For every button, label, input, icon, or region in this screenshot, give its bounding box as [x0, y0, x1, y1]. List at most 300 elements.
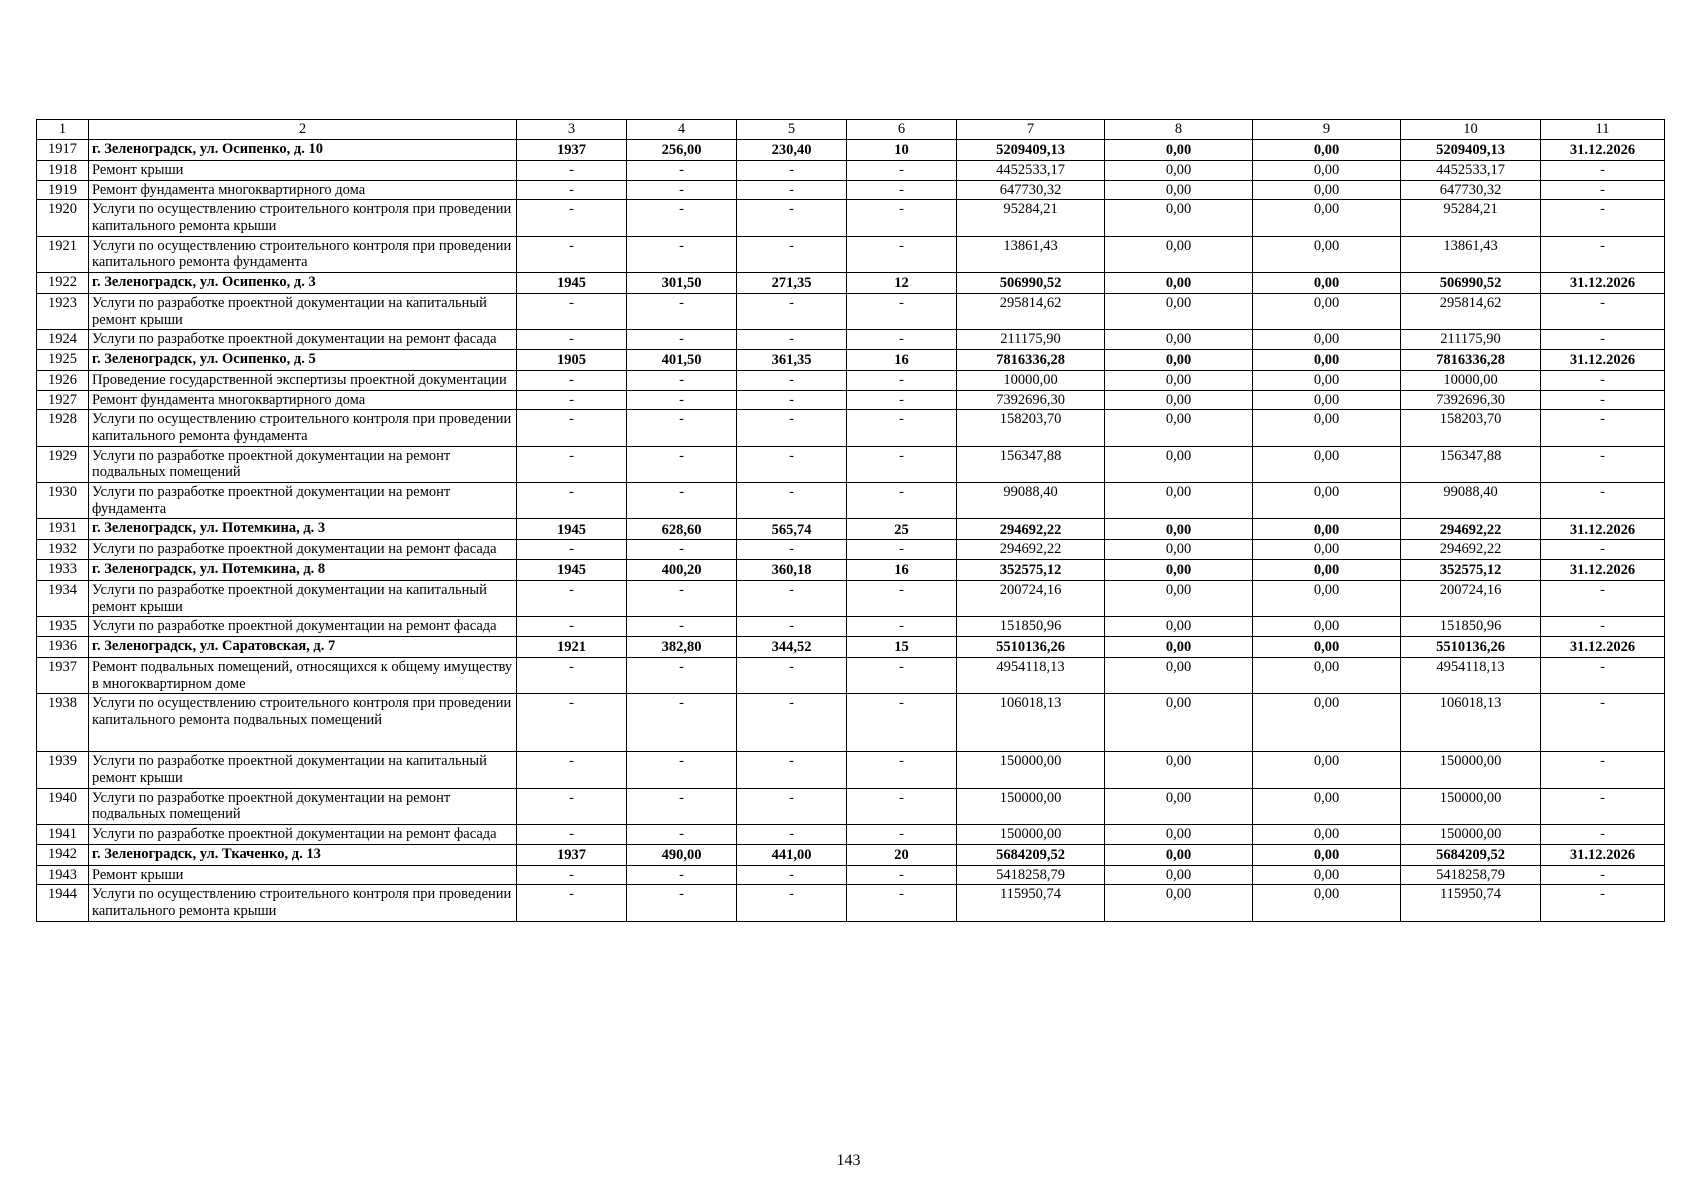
cell-col-11: -: [1541, 885, 1665, 921]
cell-col-11: 31.12.2026: [1541, 140, 1665, 161]
cell-col-4: -: [627, 540, 737, 560]
cell-col-10: 211175,90: [1401, 330, 1541, 350]
cell-col-5: -: [737, 658, 847, 694]
cell-col-7: 7816336,28: [957, 350, 1105, 371]
row-number: 1923: [37, 294, 89, 330]
cell-col-4: -: [627, 410, 737, 446]
row-number: 1925: [37, 350, 89, 371]
header-col-3: 3: [517, 120, 627, 140]
cell-col-6: -: [847, 658, 957, 694]
cell-col-7: 99088,40: [957, 483, 1105, 519]
name-text: Услуги по разработке проектной документации на ремонт фасада: [92, 618, 497, 635]
name-text: Проведение государственной экспертизы проектной документации: [92, 372, 507, 389]
name-text: Услуги по осуществлению строительного контроля при проведении капитального ремонта фундамента: [92, 237, 512, 271]
work-name-cell: [89, 390, 517, 410]
table-row: [37, 236, 1665, 272]
cell-col-4: -: [627, 236, 737, 272]
cell-col-11: -: [1541, 581, 1665, 617]
cell-col-7: 10000,00: [957, 371, 1105, 391]
cell-col-6: -: [847, 483, 957, 519]
cell-col-5: -: [737, 483, 847, 519]
cell-col-5: -: [737, 410, 847, 446]
cell-col-4: -: [627, 180, 737, 200]
cell-col-8: 0,00: [1105, 140, 1253, 161]
work-name-cell: [89, 410, 517, 446]
table-row: [37, 581, 1665, 617]
cell-col-10: 158203,70: [1401, 410, 1541, 446]
cell-col-9: 0,00: [1253, 752, 1401, 788]
cell-col-3: 1945: [517, 273, 627, 294]
work-name-cell: [89, 617, 517, 637]
cell-col-7: 294692,22: [957, 540, 1105, 560]
work-name-cell: [89, 294, 517, 330]
cell-col-4: -: [627, 694, 737, 752]
cell-col-11: -: [1541, 617, 1665, 637]
cell-col-8: 0,00: [1105, 200, 1253, 236]
cell-col-10: 200724,16: [1401, 581, 1541, 617]
page-number: 143: [836, 1152, 861, 1169]
cell-col-8: 0,00: [1105, 617, 1253, 637]
cell-col-5: -: [737, 865, 847, 885]
table-row: [37, 330, 1665, 350]
cell-col-3: -: [517, 446, 627, 482]
cell-col-4: 490,00: [627, 844, 737, 865]
column-number-header: [37, 120, 1665, 140]
capital-repair-table: [36, 119, 1665, 922]
cell-col-4: 401,50: [627, 350, 737, 371]
cell-col-4: -: [627, 483, 737, 519]
cell-col-6: -: [847, 581, 957, 617]
cell-col-11: -: [1541, 330, 1665, 350]
cell-col-10: 106018,13: [1401, 694, 1541, 752]
cell-col-5: 271,35: [737, 273, 847, 294]
cell-col-7: 150000,00: [957, 825, 1105, 845]
cell-col-6: 20: [847, 844, 957, 865]
cell-col-11: -: [1541, 371, 1665, 391]
cell-col-7: 13861,43: [957, 236, 1105, 272]
table-row: [37, 865, 1665, 885]
work-name-cell: [89, 825, 517, 845]
cell-col-10: 150000,00: [1401, 825, 1541, 845]
cell-col-4: -: [627, 617, 737, 637]
name-text: Услуги по разработке проектной документации на капитальный ремонт крыши: [92, 582, 487, 615]
cell-col-11: 31.12.2026: [1541, 350, 1665, 371]
cell-col-4: -: [627, 885, 737, 921]
name-text: г. Зеленоградск, ул. Потемкина, д. 3: [92, 520, 326, 537]
cell-col-4: -: [627, 581, 737, 617]
cell-col-11: -: [1541, 161, 1665, 181]
cell-col-3: -: [517, 885, 627, 921]
work-name-cell: [89, 180, 517, 200]
table-row: [37, 180, 1665, 200]
name-text: Услуги по разработке проектной документации на ремонт фасада: [92, 331, 497, 348]
cell-col-5: -: [737, 236, 847, 272]
cell-col-10: 7392696,30: [1401, 390, 1541, 410]
header-col-7: 7: [957, 120, 1105, 140]
name-text: Услуги по разработке проектной документации на ремонт фундамента: [92, 484, 451, 517]
row-number: 1942: [37, 844, 89, 865]
cell-col-11: 31.12.2026: [1541, 560, 1665, 581]
cell-col-4: 400,20: [627, 560, 737, 581]
cell-col-11: -: [1541, 180, 1665, 200]
cell-col-7: 5209409,13: [957, 140, 1105, 161]
header-col-5: 5: [737, 120, 847, 140]
cell-col-7: 158203,70: [957, 410, 1105, 446]
cell-col-10: 5418258,79: [1401, 865, 1541, 885]
cell-col-5: -: [737, 694, 847, 752]
cell-col-6: -: [847, 752, 957, 788]
cell-col-6: -: [847, 390, 957, 410]
cell-col-6: 10: [847, 140, 957, 161]
cell-col-4: 301,50: [627, 273, 737, 294]
cell-col-5: -: [737, 752, 847, 788]
cell-col-11: 31.12.2026: [1541, 519, 1665, 540]
cell-col-10: 13861,43: [1401, 236, 1541, 272]
address-cell: [89, 519, 517, 540]
cell-col-6: -: [847, 446, 957, 482]
cell-col-7: 150000,00: [957, 752, 1105, 788]
cell-col-10: 294692,22: [1401, 519, 1541, 540]
work-name-cell: [89, 200, 517, 236]
row-number: 1944: [37, 885, 89, 921]
cell-col-5: 344,52: [737, 637, 847, 658]
name-text: Услуги по разработке проектной документации на ремонт фасада: [92, 541, 497, 558]
name-text: г. Зеленоградск, ул. Осипенко, д. 10: [92, 141, 323, 157]
name-text: Ремонт крыши: [92, 162, 184, 178]
row-number: 1935: [37, 617, 89, 637]
cell-col-10: 150000,00: [1401, 788, 1541, 824]
cell-col-7: 156347,88: [957, 446, 1105, 482]
cell-col-10: 352575,12: [1401, 560, 1541, 581]
cell-col-5: -: [737, 161, 847, 181]
row-number: 1918: [37, 161, 89, 181]
cell-col-8: 0,00: [1105, 844, 1253, 865]
cell-col-7: 7392696,30: [957, 390, 1105, 410]
cell-col-11: -: [1541, 540, 1665, 560]
address-cell: [89, 350, 517, 371]
cell-col-11: 31.12.2026: [1541, 637, 1665, 658]
cell-col-3: 1921: [517, 637, 627, 658]
cell-col-7: 211175,90: [957, 330, 1105, 350]
cell-col-11: -: [1541, 788, 1665, 824]
name-text: г. Зеленоградск, ул. Саратовская, д. 7: [92, 638, 336, 655]
row-number: 1917: [37, 140, 89, 161]
cell-col-3: 1937: [517, 140, 627, 161]
cell-col-3: -: [517, 180, 627, 200]
row-number: 1924: [37, 330, 89, 350]
row-number: 1937: [37, 658, 89, 694]
cell-col-7: 294692,22: [957, 519, 1105, 540]
name-text: г. Зеленоградск, ул. Осипенко, д. 5: [92, 351, 316, 368]
table-row: [37, 885, 1665, 921]
row-number: 1919: [37, 180, 89, 200]
cell-col-9: 0,00: [1253, 371, 1401, 391]
cell-col-6: -: [847, 294, 957, 330]
row-number: 1929: [37, 446, 89, 482]
cell-col-9: 0,00: [1253, 519, 1401, 540]
table-row: [37, 371, 1665, 391]
row-number: 1922: [37, 273, 89, 294]
cell-col-6: -: [847, 540, 957, 560]
cell-col-6: -: [847, 161, 957, 181]
cell-col-6: 15: [847, 637, 957, 658]
cell-col-10: 7816336,28: [1401, 350, 1541, 371]
cell-col-9: 0,00: [1253, 483, 1401, 519]
cell-col-11: -: [1541, 865, 1665, 885]
cell-col-9: 0,00: [1253, 410, 1401, 446]
cell-col-9: 0,00: [1253, 350, 1401, 371]
cell-col-10: 294692,22: [1401, 540, 1541, 560]
table-row-address: [37, 560, 1665, 581]
table-row-address: [37, 350, 1665, 371]
cell-col-3: -: [517, 390, 627, 410]
cell-col-10: 506990,52: [1401, 273, 1541, 294]
cell-col-8: 0,00: [1105, 658, 1253, 694]
address-cell: [89, 560, 517, 581]
cell-col-3: -: [517, 825, 627, 845]
cell-col-10: 5510136,26: [1401, 637, 1541, 658]
table-row: [37, 390, 1665, 410]
name-text: Услуги по разработке проектной документации на ремонт фасада: [92, 826, 497, 843]
header-col-9: 9: [1253, 120, 1401, 140]
cell-col-7: 352575,12: [957, 560, 1105, 581]
cell-col-3: -: [517, 865, 627, 885]
cell-col-5: -: [737, 330, 847, 350]
cell-col-3: -: [517, 694, 627, 752]
cell-col-11: 31.12.2026: [1541, 273, 1665, 294]
cell-col-5: -: [737, 371, 847, 391]
cell-col-8: 0,00: [1105, 540, 1253, 560]
cell-col-3: -: [517, 294, 627, 330]
name-text: Услуги по осуществлению строительного контроля при проведении капитального ремонта крыши: [92, 201, 512, 235]
cell-col-5: -: [737, 617, 847, 637]
row-number: 1920: [37, 200, 89, 236]
cell-col-3: 1937: [517, 844, 627, 865]
cell-col-4: -: [627, 752, 737, 788]
cell-col-7: 647730,32: [957, 180, 1105, 200]
table-row: [37, 540, 1665, 560]
table-row-address: [37, 844, 1665, 865]
name-text: Ремонт крыши: [92, 866, 184, 883]
name-text: г. Зеленоградск, ул. Потемкина, д. 8: [92, 561, 326, 578]
cell-col-3: -: [517, 161, 627, 181]
cell-col-10: 4452533,17: [1401, 161, 1541, 181]
cell-col-4: -: [627, 658, 737, 694]
cell-col-3: -: [517, 200, 627, 236]
cell-col-8: 0,00: [1105, 885, 1253, 921]
cell-col-7: 95284,21: [957, 200, 1105, 236]
cell-col-7: 106018,13: [957, 694, 1105, 752]
cell-col-6: -: [847, 200, 957, 236]
cell-col-10: 10000,00: [1401, 371, 1541, 391]
cell-col-11: -: [1541, 483, 1665, 519]
cell-col-4: 256,00: [627, 140, 737, 161]
cell-col-8: 0,00: [1105, 752, 1253, 788]
cell-col-8: 0,00: [1105, 236, 1253, 272]
work-name-cell: [89, 483, 517, 519]
table-row-address: [37, 273, 1665, 294]
row-number: 1931: [37, 519, 89, 540]
cell-col-9: 0,00: [1253, 637, 1401, 658]
cell-col-4: -: [627, 330, 737, 350]
cell-col-11: 31.12.2026: [1541, 844, 1665, 865]
cell-col-6: -: [847, 236, 957, 272]
cell-col-7: 5684209,52: [957, 844, 1105, 865]
cell-col-8: 0,00: [1105, 273, 1253, 294]
cell-col-10: 99088,40: [1401, 483, 1541, 519]
cell-col-5: 230,40: [737, 140, 847, 161]
table-row: [37, 410, 1665, 446]
name-text: Услуги по разработке проектной документации на ремонт подвальных помещений: [92, 447, 451, 481]
work-name-cell: [89, 330, 517, 350]
table-row: [37, 446, 1665, 482]
header-col-4: 4: [627, 120, 737, 140]
cell-col-9: 0,00: [1253, 885, 1401, 921]
cell-col-6: -: [847, 371, 957, 391]
table-row: [37, 788, 1665, 824]
cell-col-7: 115950,74: [957, 885, 1105, 921]
row-number: 1928: [37, 410, 89, 446]
cell-col-7: 5510136,26: [957, 637, 1105, 658]
cell-col-7: 200724,16: [957, 581, 1105, 617]
table-row: [37, 200, 1665, 236]
cell-col-11: -: [1541, 200, 1665, 236]
cell-col-9: 0,00: [1253, 140, 1401, 161]
header-col-8: 8: [1105, 120, 1253, 140]
cell-col-10: 95284,21: [1401, 200, 1541, 236]
cell-col-8: 0,00: [1105, 161, 1253, 181]
header-col-2: 2: [89, 120, 517, 140]
cell-col-4: 382,80: [627, 637, 737, 658]
table-row-address: [37, 140, 1665, 161]
cell-col-9: 0,00: [1253, 540, 1401, 560]
cell-col-10: 5209409,13: [1401, 140, 1541, 161]
cell-col-10: 150000,00: [1401, 752, 1541, 788]
work-name-cell: [89, 581, 517, 617]
cell-col-9: 0,00: [1253, 694, 1401, 752]
cell-col-9: 0,00: [1253, 161, 1401, 181]
cell-col-6: -: [847, 617, 957, 637]
work-name-cell: [89, 694, 517, 752]
cell-col-7: 4452533,17: [957, 161, 1105, 181]
header-col-11: 11: [1541, 120, 1665, 140]
work-name-cell: [89, 788, 517, 824]
cell-col-11: -: [1541, 446, 1665, 482]
header-col-10: 10: [1401, 120, 1541, 140]
cell-col-4: -: [627, 446, 737, 482]
address-cell: [89, 844, 517, 865]
cell-col-8: 0,00: [1105, 390, 1253, 410]
cell-col-9: 0,00: [1253, 825, 1401, 845]
cell-col-9: 0,00: [1253, 581, 1401, 617]
cell-col-8: 0,00: [1105, 180, 1253, 200]
work-name-cell: [89, 885, 517, 921]
work-name-cell: [89, 752, 517, 788]
cell-col-7: 150000,00: [957, 788, 1105, 824]
row-number: 1936: [37, 637, 89, 658]
cell-col-9: 0,00: [1253, 273, 1401, 294]
cell-col-7: 506990,52: [957, 273, 1105, 294]
cell-col-3: -: [517, 330, 627, 350]
name-text: г. Зеленоградск, ул. Ткаченко, д. 13: [92, 845, 321, 862]
name-text: Ремонт фундамента многоквартирного дома: [92, 391, 366, 408]
row-number: 1930: [37, 483, 89, 519]
cell-col-8: 0,00: [1105, 371, 1253, 391]
cell-col-8: 0,00: [1105, 294, 1253, 330]
table-body: [37, 140, 1665, 922]
cell-col-3: -: [517, 788, 627, 824]
cell-col-5: -: [737, 390, 847, 410]
cell-col-6: 25: [847, 519, 957, 540]
row-number: 1934: [37, 581, 89, 617]
cell-col-9: 0,00: [1253, 236, 1401, 272]
cell-col-6: -: [847, 330, 957, 350]
cell-col-5: 565,74: [737, 519, 847, 540]
cell-col-11: -: [1541, 752, 1665, 788]
cell-col-11: -: [1541, 410, 1665, 446]
table-row: [37, 161, 1665, 181]
cell-col-10: 151850,96: [1401, 617, 1541, 637]
cell-col-9: 0,00: [1253, 844, 1401, 865]
name-text: Услуги по разработке проектной документации на ремонт подвальных помещений: [92, 789, 451, 823]
name-text: Услуги по разработке проектной документации на капитальный ремонт крыши: [92, 295, 487, 328]
row-number: 1926: [37, 371, 89, 391]
cell-col-5: -: [737, 200, 847, 236]
cell-col-8: 0,00: [1105, 446, 1253, 482]
table-row: [37, 658, 1665, 694]
cell-col-10: 156347,88: [1401, 446, 1541, 482]
work-name-cell: [89, 161, 517, 181]
cell-col-10: 295814,62: [1401, 294, 1541, 330]
cell-col-8: 0,00: [1105, 694, 1253, 752]
cell-col-4: -: [627, 371, 737, 391]
cell-col-8: 0,00: [1105, 825, 1253, 845]
address-cell: [89, 637, 517, 658]
cell-col-9: 0,00: [1253, 446, 1401, 482]
cell-col-8: 0,00: [1105, 581, 1253, 617]
address-cell: [89, 273, 517, 294]
cell-col-7: 151850,96: [957, 617, 1105, 637]
cell-col-6: 12: [847, 273, 957, 294]
cell-col-11: -: [1541, 236, 1665, 272]
cell-col-3: -: [517, 752, 627, 788]
cell-col-6: -: [847, 410, 957, 446]
work-name-cell: [89, 865, 517, 885]
cell-col-3: -: [517, 410, 627, 446]
cell-col-5: -: [737, 294, 847, 330]
cell-col-3: -: [517, 581, 627, 617]
cell-col-5: -: [737, 581, 847, 617]
work-name-cell: [89, 371, 517, 391]
cell-col-8: 0,00: [1105, 350, 1253, 371]
cell-col-8: 0,00: [1105, 483, 1253, 519]
cell-col-8: 0,00: [1105, 519, 1253, 540]
cell-col-5: -: [737, 180, 847, 200]
cell-col-4: -: [627, 200, 737, 236]
row-number: 1927: [37, 390, 89, 410]
header-col-1: 1: [37, 120, 89, 140]
header-col-6: 6: [847, 120, 957, 140]
table-row: [37, 694, 1665, 752]
table-row: [37, 825, 1665, 845]
cell-col-9: 0,00: [1253, 200, 1401, 236]
table-row: [37, 617, 1665, 637]
cell-col-9: 0,00: [1253, 788, 1401, 824]
cell-col-6: -: [847, 180, 957, 200]
cell-col-6: 16: [847, 350, 957, 371]
cell-col-8: 0,00: [1105, 865, 1253, 885]
cell-col-4: -: [627, 161, 737, 181]
